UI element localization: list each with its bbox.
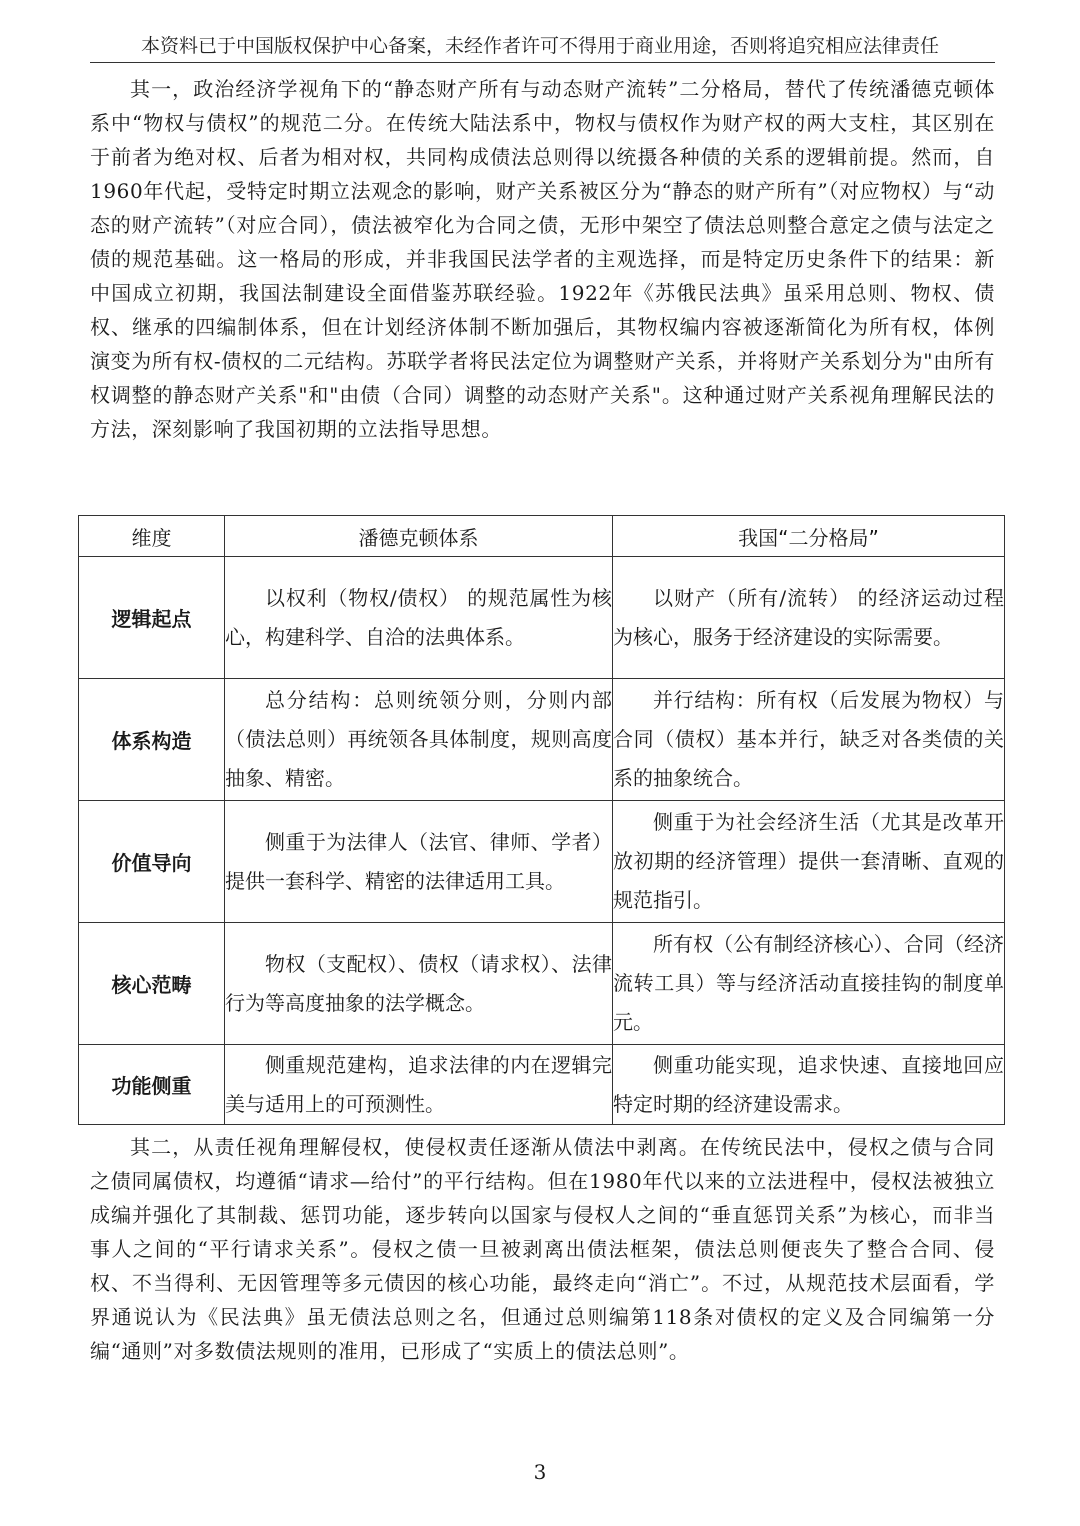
- copyright-notice: 本资料已于中国版权保护中心备案，未经作者许可不得用于商业用途，否则将追究相应法律责任: [140, 35, 939, 57]
- row-dimension: 体系构造: [79, 679, 225, 801]
- china-cell: 并行结构：所有权（后发展为物权）与合同（债权）基本并行，缺乏对各类债的关系的抽象统合。: [613, 679, 1005, 801]
- table-row: [79, 1045, 1005, 1125]
- pandekten-cell: 侧重规范建构，追求法律的内在逻辑完美与适用上的可预测性。: [225, 1045, 613, 1125]
- pandekten-cell: 物权（支配权）、债权（请求权）、法律行为等高度抽象的法学概念。: [225, 923, 613, 1045]
- header-dimension: 维度: [79, 516, 225, 557]
- comparison-table: [78, 515, 1005, 1125]
- table-row: [79, 801, 1005, 923]
- china-cell: 侧重于为社会经济生活（尤其是改革开放初期的经济管理）提供一套清晰、直观的规范指引。: [613, 801, 1005, 923]
- china-cell: 侧重功能实现，追求快速、直接地回应特定时期的经济建设需求。: [613, 1045, 1005, 1125]
- header-divider: [90, 62, 995, 63]
- china-cell: 所有权（公有制经济核心）、合同（经济流转工具）等与经济活动直接挂钩的制度单元。: [613, 923, 1005, 1045]
- table-row: [79, 557, 1005, 679]
- page-number: 3: [533, 1460, 547, 1484]
- china-cell: 以财产（所有/流转） 的经济运动过程为核心，服务于经济建设的实际需要。: [613, 557, 1005, 679]
- paragraph-first: 其一，政治经济学视角下的“静态财产所有与动态财产流转”二分格局，替代了传统潘德克顿体系中“物权与债权”的规范二分。在传统大陆法系中，物权与债权作为财产权的两大支柱，其区别在于前者为绝对权、后者为相对权，共同构成债法总则得以统摄各种债的关系的逻辑前提。然而，自1960年代起，受特定时期立法观念的影响，财产关系被区分为“静态的财产所有”（对应物权）与“动态的财产流转”（对应合同），债法被窄化为合同之债，无形中架空了债法总则整合意定之债与法定之债的规范基础。这一格局的形成，并非我国民法学者的主观选择，而是特定历史条件下的结果：新中国成立初期，我国法制建设全面借鉴苏联经验。1922年《苏俄民法典》虽采用总则、物权、债权、继承的四编制体系，但在计划经济体制不断加强后，其物权编内容被逐渐简化为所有权，体例演变为所有权-债权的二元结构。苏联学者将民法定位为调整财产关系，并将财产关系划分为"由所有权调整的静态财产关系"和"由债（合同）调整的动态财产关系"。这种通过财产关系视角理解民法的方法，深刻影响了我国初期的立法指导思想。: [90, 77, 995, 441]
- pandekten-cell: 总分结构：总则统领分则，分则内部（债法总则）再统领各具体制度，规则高度抽象、精密。: [225, 679, 613, 801]
- pandekten-cell: 侧重于为法律人（法官、律师、学者）提供一套科学、精密的法律适用工具。: [225, 801, 613, 923]
- header-china: 我国“二分格局”: [613, 516, 1005, 557]
- row-dimension: 功能侧重: [79, 1045, 225, 1125]
- row-dimension: 逻辑起点: [79, 557, 225, 679]
- row-dimension: 核心范畴: [79, 923, 225, 1045]
- header-pandekten: 潘德克顿体系: [225, 516, 613, 557]
- paragraph-second: 其二，从责任视角理解侵权，使侵权责任逐渐从债法中剥离。在传统民法中，侵权之债与合同之债同属债权，均遵循“请求—给付”的平行结构。但在1980年代以来的立法进程中，侵权法被独立成编并强化了其制裁、惩罚功能，逐步转向以国家与侵权人之间的“垂直惩罚关系”为核心，而非当事人之间的“平行请求关系”。侵权之债一旦被剥离出债法框架，债法总则便丧失了整合合同、侵权、不当得利、无因管理等多元债因的核心功能，最终走向“消亡”。不过，从规范技术层面看，学界通说认为《民法典》虽无债法总则之名，但通过总则编第118条对债权的定义及合同编第一分编“通则”对多数债法规则的准用，已形成了“实质上的债法总则”。: [90, 1135, 995, 1363]
- row-dimension: 价值导向: [79, 801, 225, 923]
- pandekten-cell: 以权利（物权/债权） 的规范属性为核心，构建科学、自洽的法典体系。: [225, 557, 613, 679]
- table-row: [79, 679, 1005, 801]
- table-header-row: [79, 516, 1005, 557]
- table-row: [79, 923, 1005, 1045]
